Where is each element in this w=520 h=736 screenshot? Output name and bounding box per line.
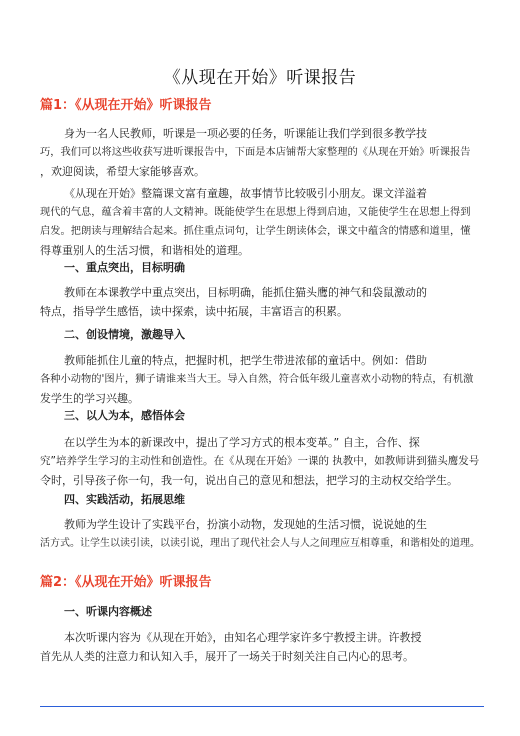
article-1-point-4-heading: 四、实践活动，拓展思维 <box>64 493 185 506</box>
article-2-point-1-paragraph <box>40 628 480 666</box>
paragraph-line: 现代的气息，蕴含着丰富的人文精神。既能使学生在思想上得到启迪，又能使学生在思想上得到 <box>40 206 471 218</box>
article-1-intro-paragraph <box>40 124 480 181</box>
article-1-point-3-paragraph <box>40 433 480 490</box>
article-1-overview-paragraph <box>40 184 480 260</box>
paragraph-line: 教师能抓住儿童的特点，把握时机，把学生带进浓郁的童话中。例如：借助 <box>64 354 427 367</box>
paragraph-line: 活方式。让学生以读引读，以读引说，理出了现代社会人与人之间理应互相尊重，和谐相处的道理。 <box>40 538 480 549</box>
paragraph-line: 令时，引导孩子你一句，我一句，说出自己的意见和想法，把学习的主动权交给学生。 <box>40 474 458 487</box>
article-1-point-3-heading: 三、以人为本，感悟体会 <box>64 409 185 422</box>
article-2-heading: 篇2：《从现在开始》听课报告 <box>40 575 212 590</box>
footer-divider <box>40 706 484 707</box>
paragraph-line: 巧，我们可以将这些收获写进听课报告中，下面是本店铺帮大家整理的《从现在开始》听课报告 <box>40 146 471 158</box>
paragraph-line: 首先从人类的注意力和认知入手，展开了一场关于时刻关注自己内心的思考。 <box>40 650 414 663</box>
paragraph-line: 得尊重别人的生活习惯，和谐相处的道理。 <box>40 244 249 257</box>
paragraph-line: 教师在本课教学中重点突出，目标明确，能抓住猫头鹰的神气和袋鼠激动的 <box>64 286 427 299</box>
article-1-point-4-paragraph <box>40 515 480 553</box>
article-1-heading: 篇1：《从现在开始》听课报告 <box>40 98 212 113</box>
paragraph-line: 身为一名人民教师，听课是一项必要的任务，听课能让我们学到很多教学技 <box>64 127 427 140</box>
paragraph-line: 特点，指导学生感悟，读中探索，读中拓展，丰富语言的积累。 <box>40 305 348 318</box>
paragraph-line: 《从现在开始》整篇课文富有童趣，故事情节比较吸引小朋友。课文洋溢着 <box>64 187 427 200</box>
paragraph-line: 教师为学生设计了实践平台，扮演小动物，发现她的生活习惯，说说她的生 <box>64 518 427 531</box>
paragraph-line: 究”培养学生学习的主动性和创造性。在《从现在开始》一课的 执教中，如教师讲到猫头鹰发号 <box>40 455 480 467</box>
paragraph-line: 各种小动物的'图片，狮子请谁来当大王。导入自然，符合低年级儿童喜欢小动物的特点，有机激 <box>40 373 474 385</box>
paragraph-line: 发学生的学习兴趣。 <box>40 392 139 405</box>
article-2-point-1-heading: 一、听课内容概述 <box>64 605 152 618</box>
paragraph-line: 启发。把朗读与理解结合起来。抓住重点词句，让学生朗读体会，课文中蕴含的情感和道里，懂 <box>40 225 471 237</box>
article-1-point-1-paragraph <box>40 283 480 321</box>
document-title: 《从现在开始》听课报告 <box>163 68 357 88</box>
article-1-point-2-heading: 二、创设情境，激趣导入 <box>64 328 185 341</box>
paragraph-line: ，欢迎阅读，希望大家能够喜欢。 <box>40 165 205 178</box>
paragraph-line: 在以学生为本的新课改中，提出了学习方式的根本变革。” 自主，合作、探 <box>64 436 420 449</box>
article-1-point-2-paragraph <box>40 351 480 408</box>
article-1-point-1-heading: 一、重点突出，目标明确 <box>64 261 185 274</box>
paragraph-line: 本次听课内容为《从现在开始》，由知名心理学家许多宁教授主讲。许教授 <box>64 631 422 644</box>
